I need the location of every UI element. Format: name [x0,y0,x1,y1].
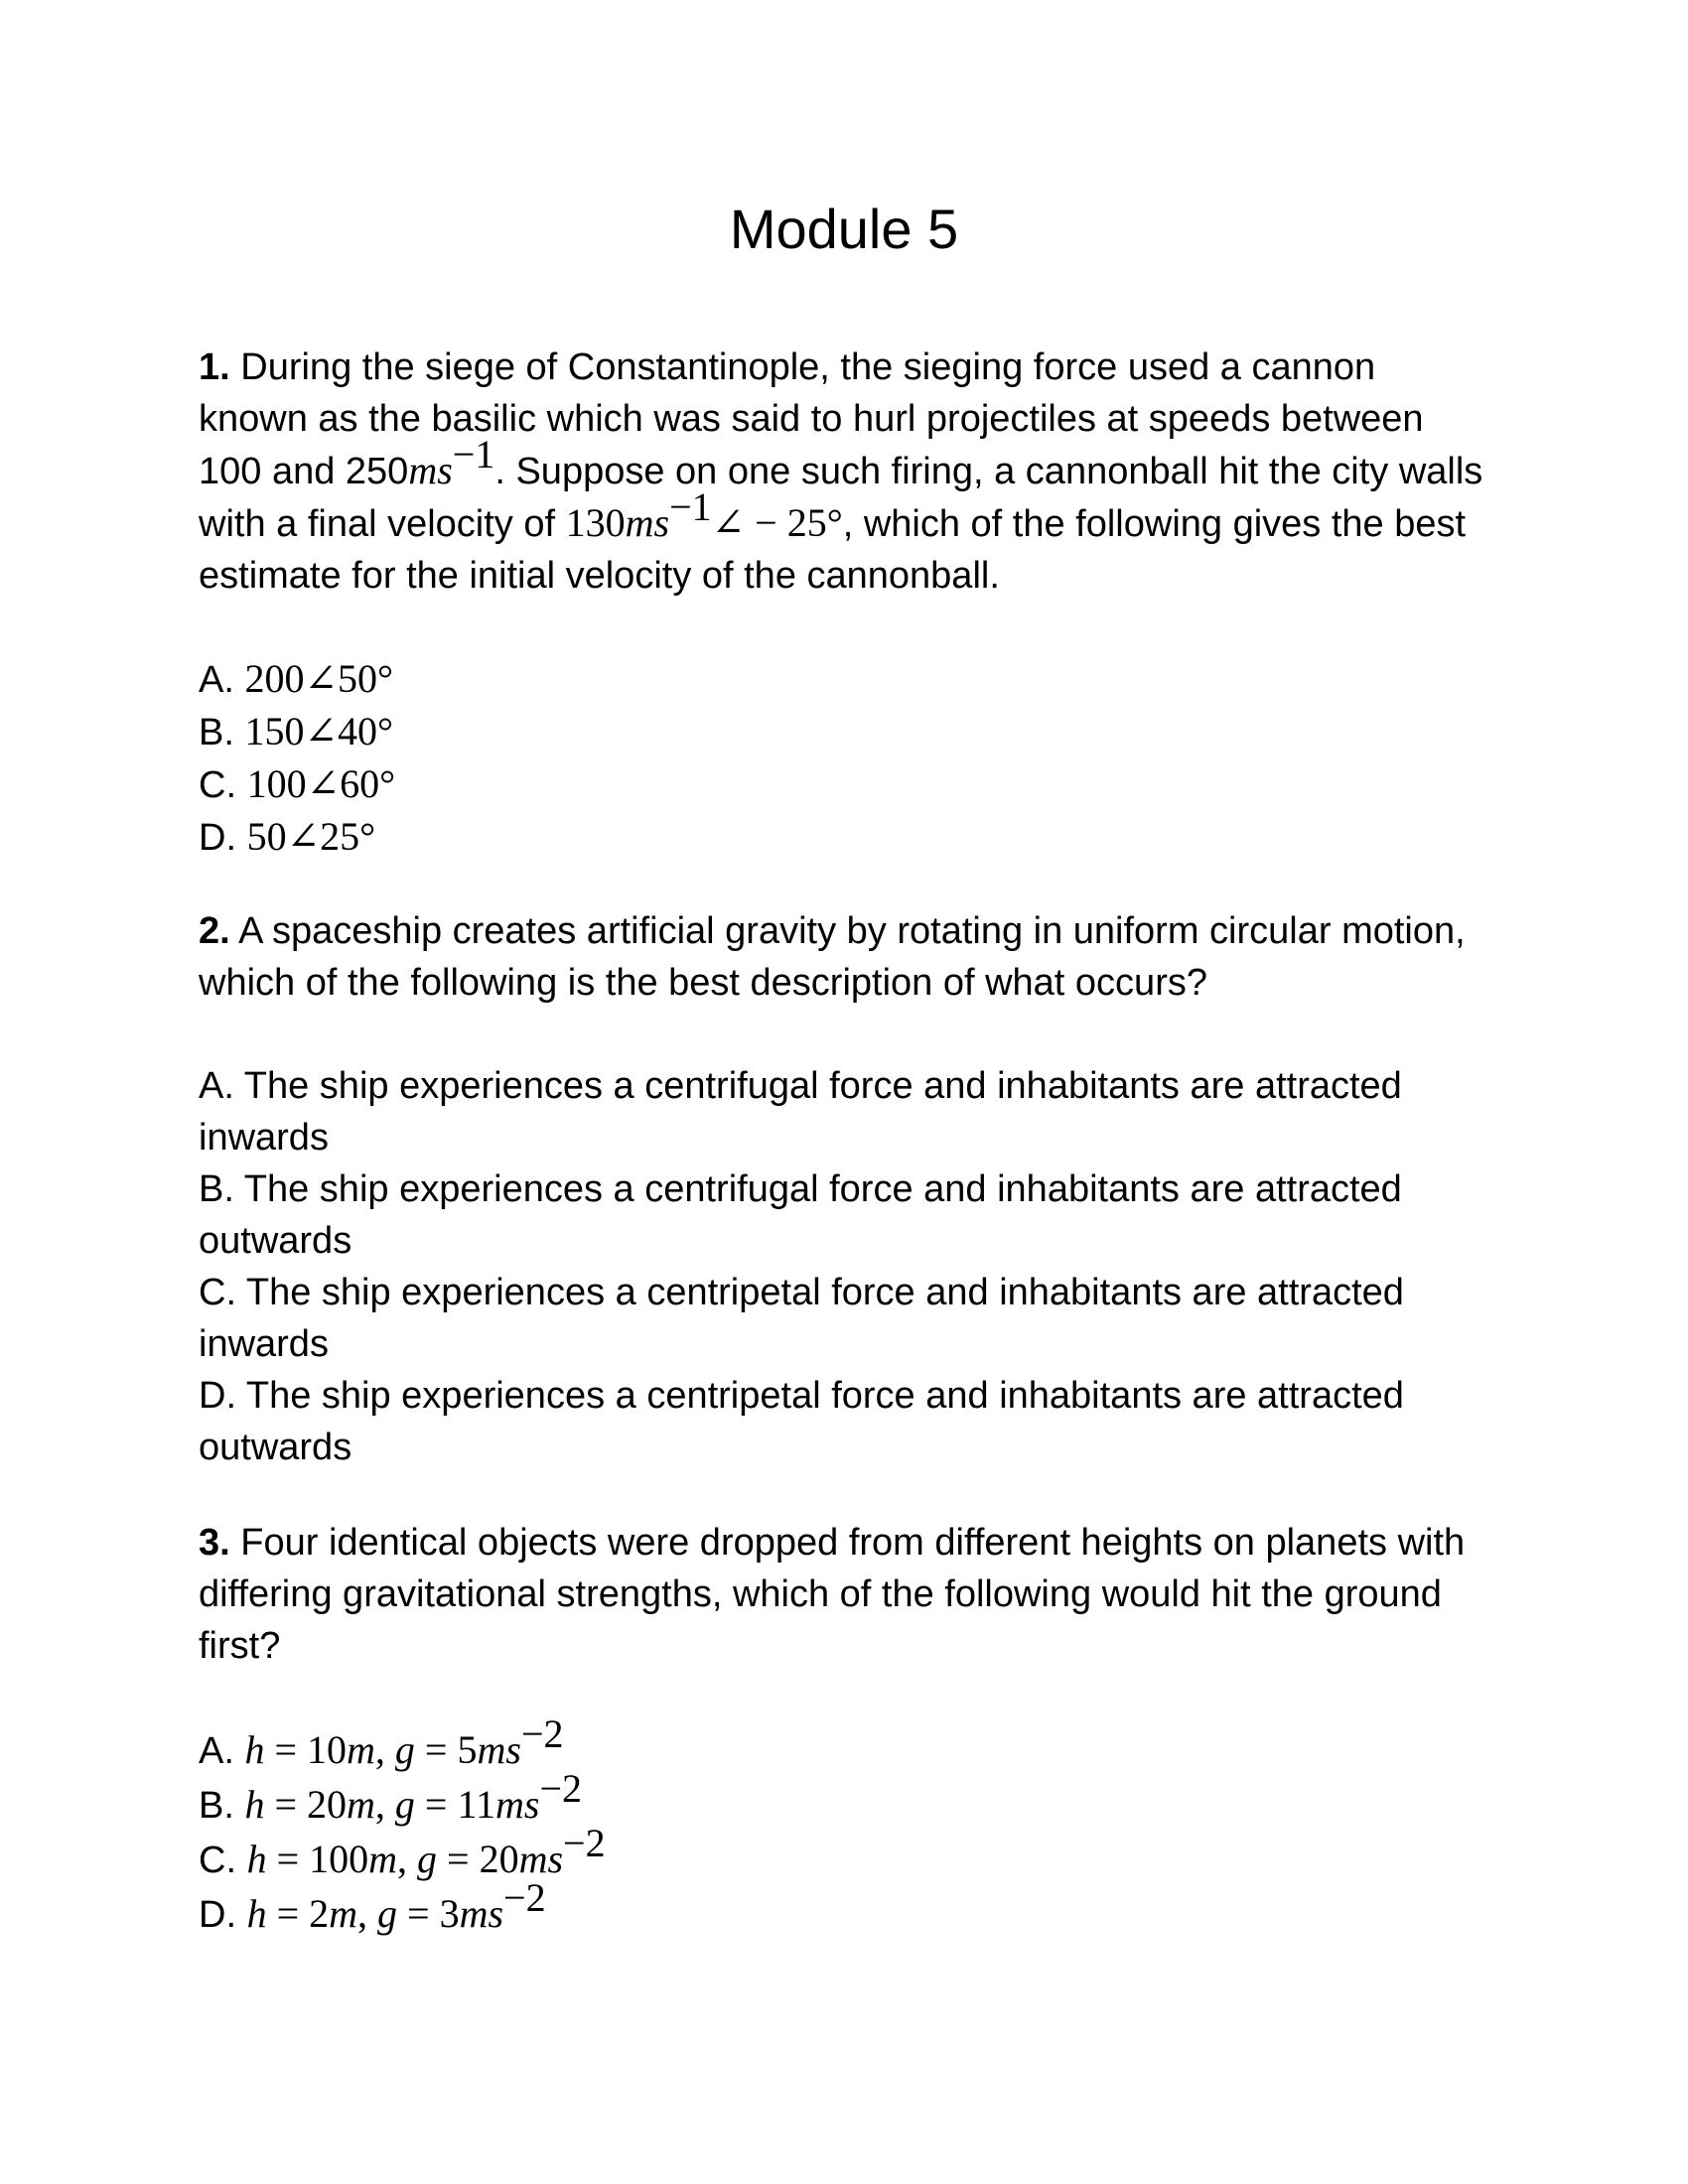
option-c[interactable]: C. 100∠60° [199,761,396,806]
option-d[interactable]: D. h = 2m, $g = 3ms^{-2}$ [199,1875,546,1936]
question-number: 3. [199,1522,230,1564]
option-a[interactable]: A. h = 10m, $g = 5ms^{-2}$ [199,1711,564,1772]
page-title: Module 5 [729,198,959,260]
question-3-options [199,1711,1489,1942]
velocity-value: 130 [565,500,626,545]
velocity-angle: ∠ − 25° [711,500,843,545]
option-b[interactable]: B. 150∠40° [199,709,393,753]
option-a[interactable]: A. The ship experiences a centrifugal force and inhabitants are attracted inwards [199,1065,1402,1159]
question-3 [199,1517,1489,1942]
option-c[interactable]: C. h = 100m, $g = 20ms^{-2}$ [199,1821,606,1881]
option-b[interactable]: B. The ship experiences a centrifugal force and inhabitants are attracted outwards [199,1168,1402,1262]
question-1-options [199,653,1489,864]
question-1-text: 1. During the siege of Constantinople, the sieging force used a cannon known as the basilic which was said to hurl projectiles at speeds between 100 and $250ms^{-1}$. Suppose on one such firing, a cannonball hit the city walls with a final velocity of $130ms^{-1}\angle - 25^\circ$, which of the following gives the best estimate for the initial velocity of the cannonball. [199,346,1483,597]
option-a[interactable]: A. 200∠50° [199,656,393,701]
option-b[interactable]: B. h = 20m, $g = 11ms^{-2}$ [199,1766,583,1827]
question-2-text: 2. A spaceship creates artificial gravity by rotating in uniform circular motion, which of the following is the best description of what occurs? [199,910,1466,1004]
question-3-text: 3. Four identical objects were dropped from different heights on planets with differing gravitational strengths, which of the following would hit the ground first? [199,1522,1466,1667]
option-d[interactable]: D. 50∠25° [199,814,376,859]
question-2 [199,905,1489,1473]
exponent: −1 [452,432,495,477]
option-c[interactable]: C. The ship experiences a centripetal force and inhabitants are attracted inwards [199,1272,1404,1365]
question-number: 2. [199,910,230,952]
option-d[interactable]: D. The ship experiences a centripetal force and inhabitants are attracted outwards [199,1375,1404,1468]
question-number: 1. [199,346,230,388]
unit-ms: ms [408,448,453,492]
question-1 [199,341,1489,864]
question-2-options [199,1060,1489,1473]
